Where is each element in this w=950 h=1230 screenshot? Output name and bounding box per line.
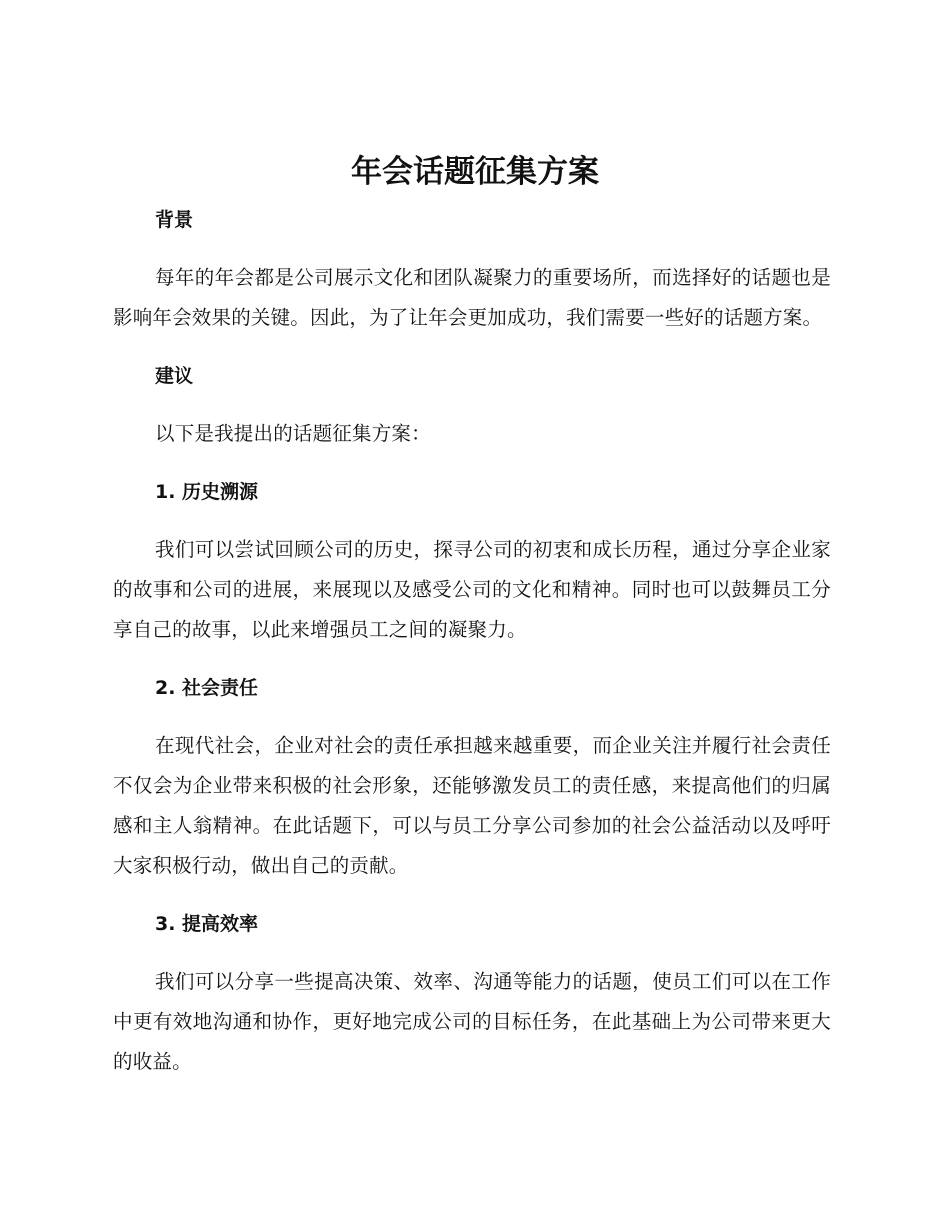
section-heading: 1. 历史溯源 bbox=[155, 481, 259, 503]
section-heading: 背景 bbox=[155, 209, 194, 231]
section-paragraph: 我们可以尝试回顾公司的历史，探寻公司的初衷和成长历程，通过分享企业家的故事和公司的进展，来展现以及感受公司的文化和精神。同时也可以鼓舞员工分享自己的故事，以此来增强员工之间的凝聚力。 bbox=[113, 538, 831, 641]
section-paragraph: 每年的年会都是公司展示文化和团队凝聚力的重要场所，而选择好的话题也是影响年会效果的关键。因此，为了让年会更加成功，我们需要一些好的话题方案。 bbox=[113, 266, 831, 329]
section-paragraph: 以下是我提出的话题征集方案： bbox=[155, 422, 431, 445]
section-background bbox=[113, 204, 831, 338]
document-body bbox=[113, 204, 831, 1104]
page-title: 年会话题征集方案 bbox=[351, 154, 599, 190]
section-heading: 2. 社会责任 bbox=[155, 677, 259, 699]
section-heading: 3. 提高效率 bbox=[155, 913, 259, 935]
section-efficiency bbox=[113, 908, 831, 1082]
section-social-responsibility bbox=[113, 672, 831, 886]
section-paragraph: 在现代社会，企业对社会的责任承担越来越重要，而企业关注并履行社会责任不仅会为企业带来积极的社会形象，还能够激发员工的责任感，来提高他们的归属感和主人翁精神。在此话题下，可以与员工分享公司参加的社会公益活动以及呼吁大家积极行动，做出自己的贡献。 bbox=[113, 734, 831, 877]
section-paragraph: 我们可以分享一些提高决策、效率、沟通等能力的话题，使员工们可以在工作中更有效地沟通和协作，更好地完成公司的目标任务，在此基础上为公司带来更大的收益。 bbox=[113, 970, 831, 1073]
section-heading: 建议 bbox=[155, 365, 194, 387]
section-history bbox=[113, 476, 831, 650]
section-suggestion bbox=[113, 360, 831, 454]
